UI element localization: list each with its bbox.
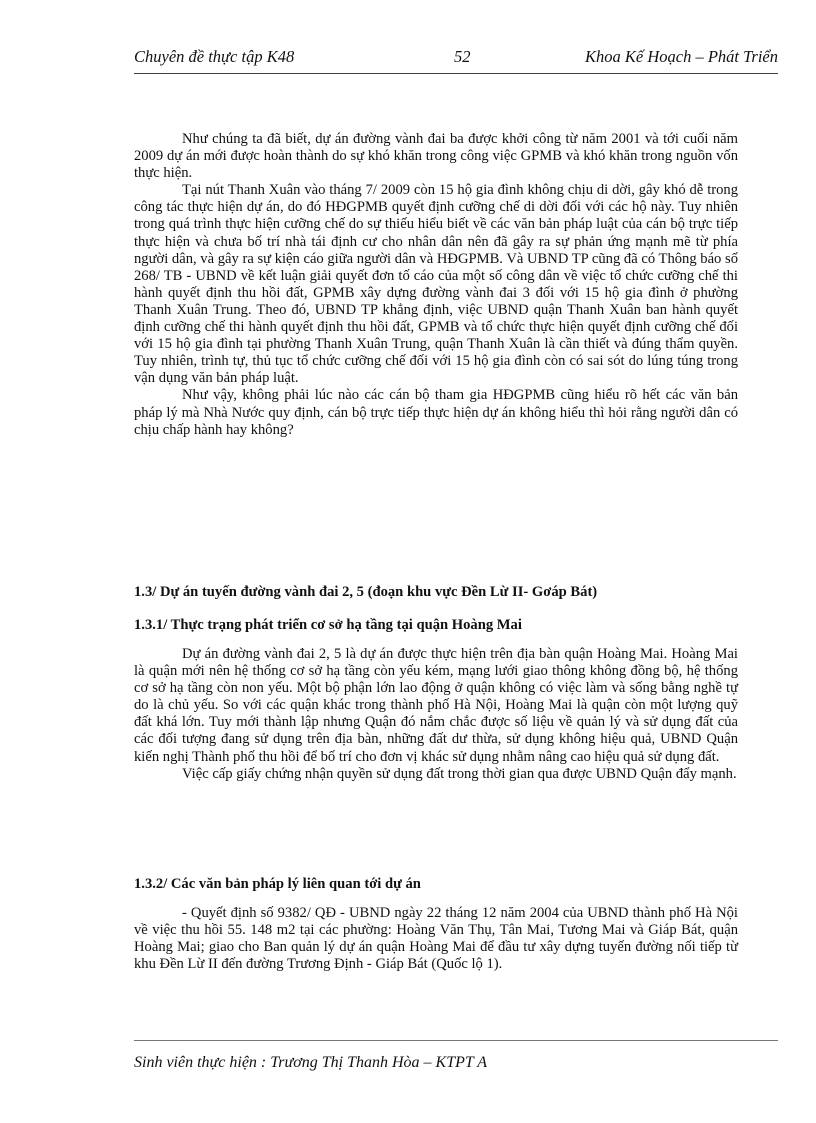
section-1-3-2	[134, 905, 738, 973]
paragraph: Dự án đường vành đai 2, 5 là dự án được thực hiện trên địa bàn quận Hoàng Mai. Hoàng Mai là quận mới nên hệ thống cơ sở hạ tầng còn yếu kém, mạng lưới giao thông không đồng bộ, hệ thống cơ sở hạ tầng còn non yếu. Một bộ phận lớn lao động ở quận không có việc làm và sống bằng nghề tự do là chủ yếu. So với các quận khác trong thành phố Hà Nội, Hoàng Mai là quận còn một lượng quỹ đất khá lớn. Tuy mới thành lập nhưng Quận đó nắm chắc được số liệu về quản lý và sử dụng đất của các đối tượng đang sử dụng trên địa bàn, những đất dư thừa, sử dụng không hiệu quả, UBND Quận kiến nghị Thành phố thu hồi để bố trí cho đơn vị khác sử dụng nhằm nâng cao hiệu quả sử dụng đất.	[134, 646, 738, 765]
paragraph: Như chúng ta đã biết, dự án đường vành đai ba được khởi công từ năm 2001 và tới cuối năm 2009 dự án mới được hoàn thành do sự khó khăn trong công việc GPMB và khó khăn trong nguồn vốn thực hiện.	[134, 131, 738, 182]
header-faculty: Khoa Kế Hoạch – Phát Triển	[585, 47, 778, 66]
paragraph: - Quyết định số 9382/ QĐ - UBND ngày 22 tháng 12 năm 2004 của UBND thành phố Hà Nội về việc thu hồi 55. 148 m2 tại các phường: Hoàng Văn Thụ, Tân Mai, Tương Mai và Giáp Bát, quận Hoàng Mai; giao cho Ban quản lý dự án quận Hoàng Mai để đầu tư xây dựng tuyến đường nối tiếp từ khu Đền Lừ II đến đường Trương Định - Giáp Bát (Quốc lộ 1).	[134, 905, 738, 973]
header-course-title: Chuyên đề thực tập K48	[134, 47, 295, 66]
header-divider	[134, 73, 778, 74]
paragraph: Như vậy, không phải lúc nào các cán bộ tham gia HĐGPMB cũng hiểu rõ hết các văn bản pháp lý mà Nhà Nước quy định, cán bộ trực tiếp thực hiện dự án không hiểu thì hỏi rằng người dân có chịu chấp hành hay không?	[134, 387, 738, 438]
page-header	[134, 47, 778, 69]
page-footer: Sinh viên thực hiện : Trương Thị Thanh Hòa – KTPT A	[134, 1054, 487, 1071]
section-1-3-1	[134, 646, 738, 783]
paragraph: Việc cấp giấy chứng nhận quyền sử dụng đất trong thời gian qua được UBND Quận đẩy mạnh.	[182, 765, 737, 782]
page-number: 52	[454, 47, 471, 66]
intro-section	[134, 131, 738, 439]
heading-1-3-2: 1.3.2/ Các văn bản pháp lý liên quan tới dự án	[134, 876, 421, 892]
footer-divider	[134, 1040, 778, 1041]
heading-1-3: 1.3/ Dự án tuyến đường vành đai 2, 5 (đoạn khu vực Đền Lừ II- Gơáp Bát)	[134, 584, 598, 600]
heading-1-3-1: 1.3.1/ Thực trạng phát triển cơ sở hạ tầng tại quận Hoàng Mai	[134, 617, 522, 633]
paragraph: Tại nút Thanh Xuân vào tháng 7/ 2009 còn 15 hộ gia đình không chịu di dời, gây khó dễ trong công tác thực hiện dự án, do đó HĐGPMB quyết định cưỡng chế di dời đối với các hộ này. Tuy nhiên trong quá trình thực hiện cưỡng chế do sự thiếu hiểu biết về các văn bản pháp luật của cán bộ trực tiếp thực hiện và chưa bố trí nhà tái định cư cho nhân dân nên đã gây ra sự phản ứng mạnh mẽ từ phía người dân, và gây ra sự kiện cáo giữa người dân và HĐGPMB. Và UBND TP cũng đã có Thông báo số 268/ TB - UBND về kết luận giải quyết đơn tố cáo của một số công dân về việc tổ chức cưỡng chế thi hành quyết định thu hồi đất, GPMB xây dựng đường vành đai 3 đối với 15 hộ gia đình ở phường Thanh Xuân Trung. Theo đó, UBND TP khẳng định, việc UBND quận Thanh Xuân ban hành quyết định cưỡng chế thi hành quyết định thu hồi đất, GPMB và tổ chức thực hiện quyết định cưỡng chế đối với 15 hộ gia đình tại phường Thanh Xuân Trung, quận Thanh Xuân là cần thiết và đúng thẩm quyền. Tuy nhiên, trình tự, thủ tục tổ chức cưỡng chế đối với 15 hộ gia đình còn có sai sót do lúng túng trong vận dụng văn bản pháp luật.	[134, 182, 738, 387]
